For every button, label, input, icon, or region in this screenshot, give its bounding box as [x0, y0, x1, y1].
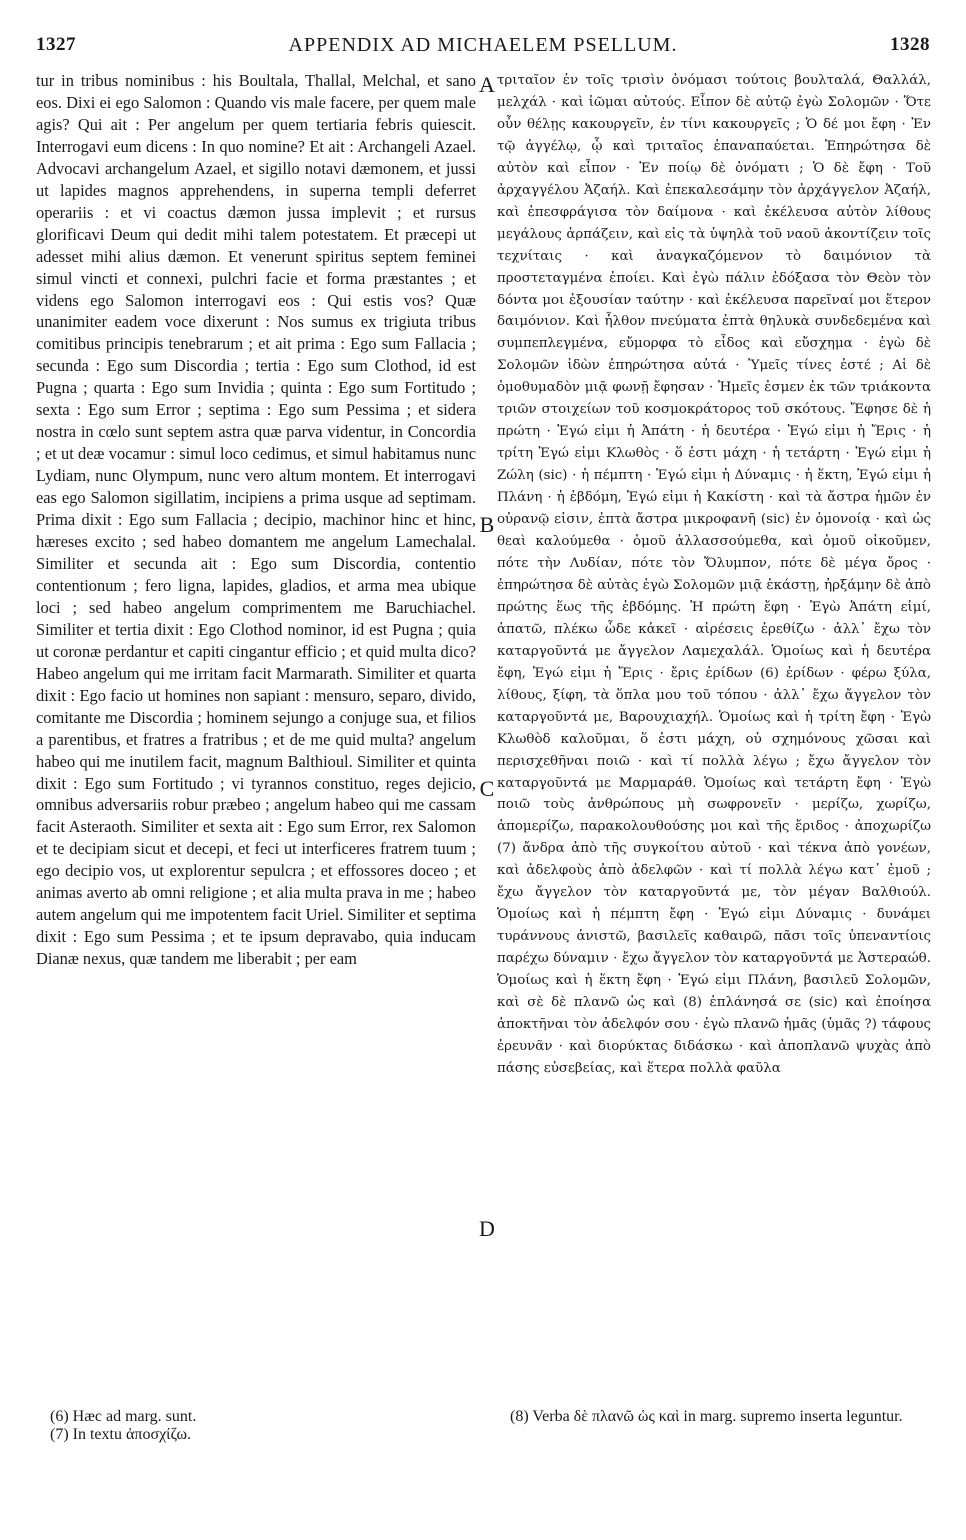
footnote-7: (7) In textu ἀποσχίζω. — [50, 1426, 192, 1443]
running-header — [36, 34, 930, 62]
margin-marker-c: C — [479, 776, 495, 801]
page-title: APPENDIX AD MICHAELEM PSELLUM. — [288, 34, 678, 56]
page-number-left: 1327 — [36, 34, 76, 55]
latin-column — [36, 70, 476, 1386]
margin-marker-b: B — [479, 512, 495, 537]
margin-marker-a: A — [479, 72, 495, 97]
margin-marker-d: D — [479, 1216, 495, 1241]
footnotes-left — [50, 1408, 450, 1444]
page-number-right: 1328 — [890, 34, 930, 55]
latin-text: tur in tribus nominibus : his Boultala, Thallal, Melchal, et sano eos. Dixi ei ego Salomon : Quando vis male facere, per quem male agis? Qui ait : Per angelum per quem tertiaria febris quiescit. Interrogavi eum dicens : In quo nomine? Et ait : Archangeli Azael. Advocavi archangelum Azael, et sigillo notavi dæmonem, et jussi ut lapides magnos apprehendens, in superna templi deferret operariis : et vi coactus dæmon jussa implevit ; et rursus glorificavi Deum qui dedit mihi talem potestatem. Et præcepi ut adesset mihi alius dæmon. Et venerunt spiritus septem feminei simul vincti et connexi, pulchri facie et forma præstantes ; et videns ego Salomon interrogavi eos : Qui estis vos? Quæ unanimiter eadem voce dixerunt : Nos sumus ex trigiuta tribus comitibus principis tenebrarum ; et ait prima : Ego sum Fallacia ; secunda : Ego sum Discordia ; tertia : Ego sum Clothod, id est Pugna ; quarta : Ego sum Invidia ; quinta : Ego sum Fortitudo ; sexta : Ego sum Error ; septima : Ego sum Pessima ; et sidera nostra in cœlo sunt septem astra quæ parva videntur, in Concordia ; et ut deæ vocamur : simul loco cedimus, et simul habitamus nunc Lydiam, nunc Olympum, nunc vero altum montem. Et interrogavi eas ego Salomon sigillatim, incipiens a prima usque ad septimam. Prima dixit : Ego sum Fallacia ; decipio, machinor hinc et hinc, hæreses excito ; sed habeo domantem me angelum Lamechalal. Similiter et secunda ait : Ego sum Discordia, contentio contentionum ; fero ligna, lapides, gladios, et arma mea ubique loci ; sed habeo angelum comprimentem me Baruchiachel. Similiter et tertia dixit : Ego Clothod nominor, id est Pugna ; quia ut coronæ perdantur et capiti cingantur efficio ; et quid multa dico? Habeo angelum qui me irritam facit Marmarath. Similiter et quarta dixit : Ego facio ut homines non sapiant : mensuro, separo, divido, comitante me Discordia ; hominem sejungo a conjuge sua, et filios a parentibus, et fratres a fratribus ; et de me quid multa? angelum habeo qui me inutilem facit, magnum Balthioul. Similiter et quinta dixit : Ego sum Fortitudo ; vi tyrannos constituo, reges dejicio, omnibus adversariis robur præbeo ; angelum habeo qui me cassam facit Asteraoth. Similiter et sexta ait : Ego sum Error, rex Salomon et te decipiam sicut et decepi, et feci ut interficeres fratrem tuum ; ego decipio vos, ut explorentur sepulcra ; et effossores doceo ; et animas averto ab omni religione ; et alia multa prava in me ; habeo autem angelum qui me impotentem facit Uriel. Similiter et septima dixit : Ego sum Pessima ; et te ipsum depravabo, quia inducam Dianæ nexus, quæ tandem me liberabit ; per eam — [36, 71, 476, 969]
greek-column — [497, 70, 931, 1386]
greek-text: τριταῖον ἐν τοῖς τρισὶν ὀνόμασι τούτοις βουλταλά, Θαλλάλ, μελχάλ · καὶ ἰῶμαι αὐτούς. Εἶπον δὲ αὐτῷ ἐγὼ Σολομῶν · Ὅτε οὖν θέλῃς κακουργεῖν, ἐν τίνι κακουργεῖς ; Ὁ δέ μοι ἔφη · Ἐν τῷ ἀγγέλῳ, ᾧ καὶ τριταῖος ἐπαναπαύεται. Ἐπηρώτησα δὲ αὐτὸν καὶ εἶπον · Ἐν ποίῳ δὲ ὀνόματι ; Ὁ δὲ ἔφη · Τοῦ ἀρχαγγέλου Ἀζαήλ. Καὶ ἐπεκαλεσάμην τὸν ἀρχάγγελον Ἀζαήλ, καὶ ἐπεσφράγισα τὸν δαίμονα · καὶ ἐκέλευσα αὐτὸν λίθους μεγάλους ἁρπάζειν, καὶ εἰς τὰ ὑψηλὰ τοῦ ναοῦ ἀκοντίζειν τοῖς τεχνίταις · καὶ ἀναγκαζόμενον τὸ δαιμόνιον τὰ προστεταγμένα ἐποίει. Καὶ ἐγὼ πάλιν ἐδόξασα τὸν Θεὸν τὸν δόντα μοι ἐξουσίαν ταύτην · καὶ ἐκέλευσα παρεῖναί μοι ἕτερον δαιμόνιον. Καὶ ἦλθον πνεύματα ἑπτὰ θηλυκὰ συνδεδεμένα καὶ συμπεπλεγμένα, εὔμορφα τὸ εἶδος καὶ εὔσχημα · ἐγὼ δὲ Σολομῶν ἰδὼν ἐπηρώτησα αὐτά · Ὑμεῖς τίνες ἐστέ ; Αἱ δὲ ὁμοθυμαδὸν μιᾷ φωνῇ ἔφησαν · Ἡμεῖς ἐσμεν ἐκ τῶν τριάκοντα τριῶν στοιχείων τοῦ κοσμοκράτορος τοῦ σκότους. Ἔφησε δὲ ἡ πρώτη · Ἐγώ εἰμι ἡ Ἀπάτη · ἡ δευτέρα · Ἐγώ εἰμι ἡ Ἔρις · ἡ τρίτη Ἐγώ εἰμι Κλωθὸς · ὅ ἐστι μάχη · ἡ τετάρτη · Ἐγώ εἰμι ἡ Ζώλη (sic) · ἡ πέμπτη · Ἐγώ εἰμι ἡ Δύναμις · ἡ ἕκτη, Ἐγώ εἰμι ἡ Πλάνη · ἡ ἑβδόμη, Ἐγώ εἰμι ἡ Κακίστη · καὶ τὰ ἄστρα ἡμῶν ἐν οὐρανῷ εἰσιν, ἑπτὰ ἄστρα μικροφανῆ (sic) ἐν ὁμονοίᾳ · καὶ ὡς θεαὶ καλούμεθα · ὁμοῦ ἀλλασσούμεθα, καὶ ὁμοῦ οἰκοῦμεν, πότε τὴν Λυδίαν, πότε τὸν Ὄλυμπον, πότε δὲ μέγα ὄρος · ἐπηρώτησα δὲ αὐτὰς ἐγὼ Σολομῶν μιᾷ ἑκάστῃ, ἠρξάμην δὲ ἀπὸ πρώτης ἕως τῆς ἑβδόμης. Ἡ πρώτη ἔφη · Ἐγὼ Ἀπάτη εἰμί, ἀπατῶ, πλέκω ὧδε κἀκεῖ · αἱρέσεις ἐρεθίζω · ἀλλ᾽ ἔχω τὸν καταργοῦντά με ἄγγελον Λαμεχαλάλ. Ὁμοίως καὶ ἡ δευτέρα ἔφη, Ἐγώ εἰμι ἡ Ἔρις · ἔρις ἐρίδων (6) ἐρίδων · φέρω ξύλα, λίθους, ξίφη, τὰ ὅπλα μου τοῦ τόπου · ἀλλ᾽ ἔχω ἄγγελον τὸν καταργοῦντά με, Βαρουχιαχήλ. Ὁμοίως καὶ ἡ τρίτη ἔφη · Ἐγὼ Κλωθὸδ καλοῦμαι, ὅ ἐστι μάχη, οὐ σχημόνους χῶσαι καὶ περισχεθῆναι ποιῶ · καὶ τί πολλὰ λέγω ; ἔχω ἄγγελον τὸν καταργοῦντά με Μαρμαράθ. Ὁμοίως καὶ τετάρτη ἔφη · Ἐγὼ ποιῶ τοὺς ἀνθρώπους μὴ σωφρονεῖν · μερίζω, χωρίζω, ἀπομερίζω, παρακολουθούσης μοι καὶ τῆς ἔριδος · ἀποχωρίζω (7) ἄνδρα ἀπὸ τῆς συγκοίτου αὐτοῦ · καὶ τέκνα ἀπὸ γονέων, καὶ ἀδελφοὺς ἀπὸ ἀδελφῶν · καὶ τί πολλὰ λέγω κατ᾽ ἐμοῦ ; ἔχω ἄγγελον τὸν καταργοῦντά με, τὸν μέγαν Βαλθιούλ. Ὁμοίως καὶ ἡ πέμπτη ἔφη · Ἐγώ εἰμι Δύναμις · δυνάμει τυράννους ἀνιστῶ, βασιλεῖς καθαιρῶ, πᾶσι τοῖς ὑπεναντίοις παρέχω δύναμιν · ἔχω ἄγγελον τὸν καταργοῦντά με Ἀστεραώθ. Ὁμοίως καὶ ἡ ἕκτη ἔφη · Ἐγώ εἰμι Πλάνη, βασιλεῦ Σολομῶν, καὶ σὲ δὲ πλανῶ ὡς καὶ (8) ἐπλάνησά σε (sic) καὶ ἐποίησα ἀποκτῆναι τὸν ἀδελφόν σου · ἐγὼ πλανῶ ἡμᾶς (ὑμᾶς ?) τάφους ἐρευνᾶν · καὶ διορύκτας διδάσκω · καὶ ἀποπλανῶ ψυχὰς ἀπὸ πάσης εὐσεβείας, καὶ ἕτερα πολλὰ φαῦλα — [497, 73, 931, 1076]
footnotes-right — [510, 1408, 930, 1426]
footnote-6: (6) Hæc ad marg. sunt. — [50, 1408, 197, 1425]
footnote-8: (8) Verba δὲ πλανῶ ὡς καὶ in marg. supremo inserta leguntur. — [510, 1408, 903, 1425]
